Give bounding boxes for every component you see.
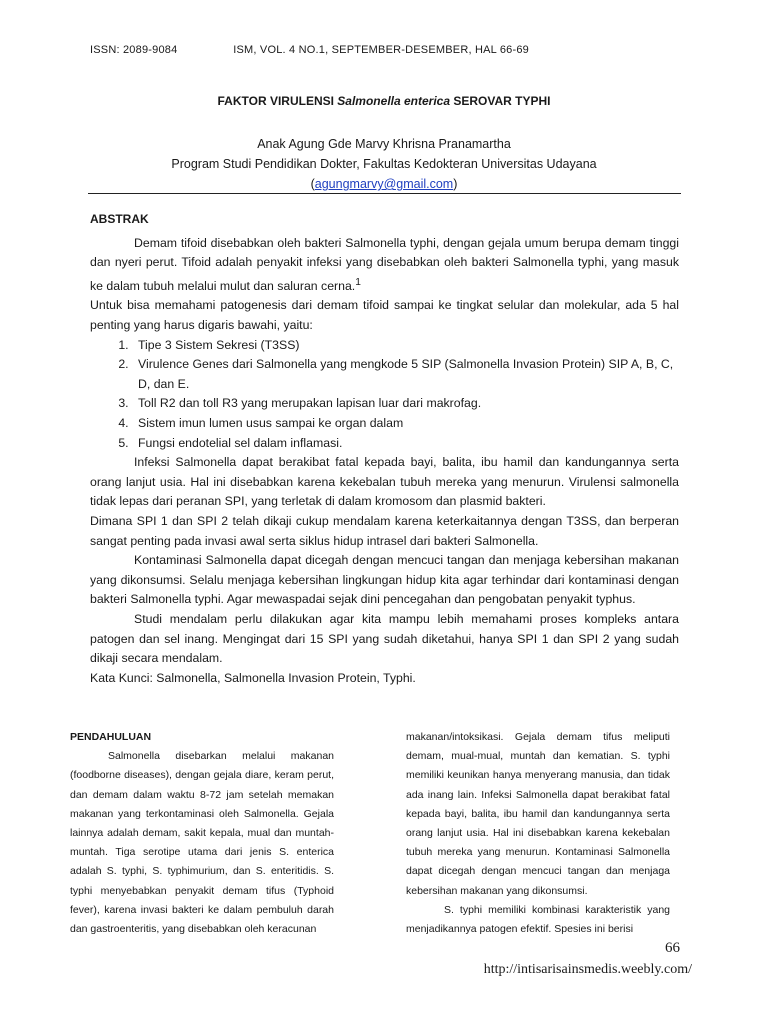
footer-url-link[interactable]: http://intisarisainsmedis.weebly.com/ (483, 962, 692, 977)
title-species: Salmonella enterica (337, 94, 451, 108)
abstract-paragraph-5: Kontaminasi Salmonella dapat dicegah dengan mencuci tangan dan menjaga kebersihan makanan yang dikonsumsi. Selalu menjaga kebersihan lingkungan hidup kita agar terhindar dari kontaminasi dengan bakteri Salmonella typhi. Agar mewaspadai sejak dini pencegahan dan pengobatan penyakit typhus. (90, 553, 679, 607)
abstract-heading: ABSTRAK (90, 212, 149, 226)
email-open-paren: ( (310, 177, 315, 191)
header-divider (88, 193, 681, 194)
abstract-p1-text: Demam tifoid disebabkan oleh bakteri Salmonella typhi, dengan gejala umum berupa demam tinggi dan nyeri perut. Tifoid adalah penyakit infeksi yang disebabkan oleh bakteri Salmonella typhi, yang masuk ke dalam tubuh melalui mulut dan saluran cerna. (90, 235, 679, 293)
title-part-1: FAKTOR VIRULENSI (217, 94, 338, 108)
title-part-2: SEROVAR TYPHI (450, 94, 551, 108)
key-points-list (90, 336, 679, 454)
intro-left-column (70, 728, 334, 939)
email-close-paren: ) (453, 177, 458, 191)
paper-title (0, 94, 768, 108)
list-item: 5. Fungsi endotelial sel dalam inflamasi. (132, 434, 679, 454)
intro-left-paragraph: Salmonella disebarkan melalui makanan (foodborne diseases), dengan gejala diare, keram perut, dan demam dalam waktu 8-72 jam setelah memakan makanan yang terkontaminasi oleh Salmonella. Gejala lainnya adalah demam, sakit kepala, mual dan muntah-muntah. Tiga serotipe utama dari jenis S. enterica adalah S. typhi, S. typhimurium, dan S. enteritidis. S. typhi menyebabkan penyakit demam tifus (Typhoid fever), karena invasi bakteri ke dalam pembuluh darah dan gastroenteritis, yang disebabkan oleh keracunan (70, 750, 334, 936)
list-item: 3. Toll R2 dan toll R3 yang merupakan lapisan luar dari makrofag. (132, 394, 679, 414)
abstract-paragraph-3: Infeksi Salmonella dapat berakibat fatal kepada bayi, balita, ibu hamil dan kandungannya serta orang lanjut usia. Hal ini disebabkan karena kekebalan tubuh mereka yang menurun. Virulensi salmonella tidak lepas dari peranan SPI, yang terletak di dalam kromosom dan plasmid bakteri. (90, 455, 679, 509)
abstract-paragraph-2: Untuk bisa memahami patogenesis dari demam tifoid sampai ke tingkat selular dan molekular, ada 5 hal penting yang harus digaris bawahi, yaitu: (90, 298, 679, 333)
running-header (90, 44, 529, 56)
list-item: 2. Virulence Genes dari Salmonella yang mengkode 5 SIP (Salmonella Invasion Protein) SIP A, B, C, D, dan E. (132, 355, 679, 394)
journal-citation: ISM, VOL. 4 NO.1, SEPTEMBER-DESEMBER, HAL 66-69 (233, 44, 529, 56)
intro-right-column (406, 728, 670, 939)
list-item: 4. Sistem imun lumen usus sampai ke organ dalam (132, 414, 679, 434)
abstract-paragraph-4: Dimana SPI 1 dan SPI 2 telah dikaji cukup mendalam karena keterkaitannya dengan T3SS, dan berperan sangat penting pada invasi awal serta siklus hidup intrasel dari bakteri Salmonella. (90, 514, 679, 548)
intro-heading: PENDAHULUAN (70, 731, 152, 743)
author-affiliation: Program Studi Pendidikan Dokter, Fakultas Kedokteran Universitas Udayana (171, 157, 597, 171)
author-email-line (0, 174, 768, 194)
abstract-paragraph-6: Studi mendalam perlu dilakukan agar kita mampu lebih memahami proses kompleks antara patogen dan sel inang. Mengingat dari 15 SPI yang sudah diketahui, hanya SPI 1 dan SPI 2 yang sudah dikaji secara mendalam. (90, 611, 679, 666)
author-name: Anak Agung Gde Marvy Khrisna Pranamartha (257, 137, 511, 151)
keywords-line: Kata Kunci: Salmonella, Salmonella Invasion Protein, Typhi. (90, 670, 416, 685)
author-email-link[interactable]: agungmarvy@gmail.com (314, 177, 454, 191)
issn-label: ISSN: 2089-9084 (90, 44, 178, 56)
list-item: 1. Tipe 3 Sistem Sekresi (T3SS) (132, 336, 679, 356)
citation-superscript: 1 (355, 276, 361, 288)
abstract-section (90, 210, 679, 688)
abstract-paragraph-1 (90, 234, 679, 297)
intro-right-paragraph-2: S. typhi memiliki kombinasi karakteristik yang menjadikannya patogen efektif. Spesies ini berisi (406, 903, 670, 936)
author-block (0, 134, 768, 194)
page-number: 66 (665, 940, 680, 956)
intro-right-paragraph-1: makanan/intoksikasi. Gejala demam tifus meliputi demam, mual-mual, muntah dan kematian. S. typhi memiliki keunikan hanya menyerang manusia, dan tidak ada inang lain. Infeksi Salmonella dapat berakibat fatal kepada bayi, balita, ibu hamil dan kandungannya serta orang lanjut usia. Hal ini disebabkan karena kekebalan tubuh mereka yang menurun. Kontaminasi Salmonella dapat dicegah dengan mencuci tangan dan menjaga kebersihan makanan yang dikonsumsi. (406, 731, 670, 897)
